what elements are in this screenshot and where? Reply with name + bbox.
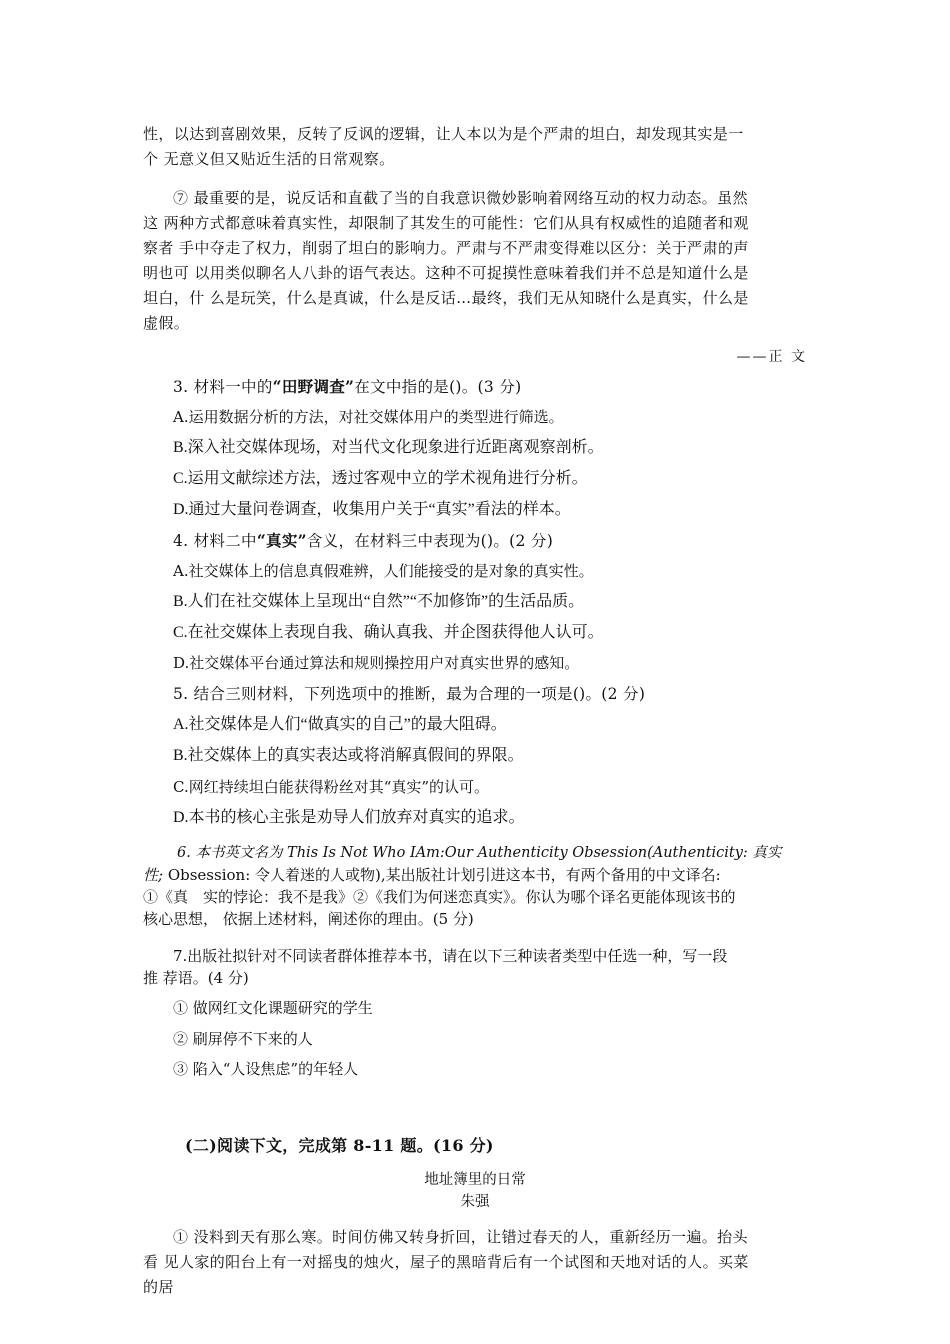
question-7-option-2: ② 刷屏停不下来的人 [173, 1030, 313, 1048]
question-4-keyword: “真实” [256, 531, 307, 550]
text-line: 这 两种方式都意味着真实性，却限制了其发生的可能性：它们从具有权威性的追随者和观 [143, 214, 749, 232]
question-3-stem [173, 376, 521, 398]
question-5-stem: 5. 结合三则材料，下列选项中的推断，最为合理的一项是()。(2 分) [173, 685, 646, 703]
text-line: 坦白，什 么是玩笑，什么是真诚，什么是反话…最终，我们无从知晓什么是真实，什么是 [143, 289, 749, 307]
question-3-option-d: D.通过大量问卷调查，收集用户关于“真实”看法的样本。 [173, 501, 571, 518]
text-line: 虚假。 [143, 314, 190, 332]
question-7-option-1: ① 做网红文化课题研究的学生 [173, 999, 373, 1017]
question-6-line: 6. 本书英文名为 This Is Not Who IAm:Our Authenticity Obsession(Authenticity: 真实 [177, 845, 782, 861]
text-line: ① 没料到天有那么寒。时间仿佛又转身折回，让错过春天的人，重新经历一遍。抬头 [173, 1228, 748, 1246]
question-7-line: 推 荐语。(4 分) [143, 969, 249, 987]
question-4-post: 含义，在材料三中表现为()。(2 分) [306, 532, 554, 550]
paragraph-7 [143, 186, 811, 336]
source-attribution: ——正 文 [736, 349, 807, 365]
question-4-pre: 4. 材料二中 [173, 532, 257, 550]
question-6-line: 核心思想， 依据上述材料，阐述你的理由。(5 分) [143, 910, 474, 928]
text-line: ⑦ 最重要的是，说反话和直截了当的自我意识微妙影响着网络互动的权力动态。虽然 [173, 189, 748, 207]
question-7 [143, 945, 811, 989]
text-line: 看 见人家的阳台上有一对摇曳的烛火，屋子的黑暗背后有一个试图和天地对话的人。买菜 [143, 1253, 749, 1271]
question-3-option-c: C.运用文献综述方法，透过客观中立的学术视角进行分析。 [173, 470, 588, 487]
question-3-option-b: B.深入社交媒体现场，对当代文化现象进行近距离观察剖析。 [173, 439, 604, 456]
question-4-option-d: D.社交媒体平台通过算法和规则操控用户对真实世界的感知。 [173, 654, 580, 672]
section-2-heading: (二)阅读下文，完成第 8-11 题。(16 分) [185, 1136, 494, 1155]
question-6-rest: Obsession: 令人着迷的人或物),某出版社计划引进这本书，有两个备用的中文译名: [163, 866, 721, 884]
question-6-italic: 性; [143, 866, 164, 884]
question-4-option-c: C.在社交媒体上表现自我、确认真我、并企图获得他人认可。 [173, 624, 604, 641]
question-4-stem [173, 530, 553, 552]
question-5-option-c: C.网红持续坦白能获得粉丝对其“真实”的认可。 [173, 778, 490, 796]
question-3-keyword: “田野调查” [272, 377, 355, 396]
question-7-line: 7.出版社拟针对不同读者群体推荐本书，请在以下三种读者类型中任选一种，写一段 [173, 947, 728, 965]
text-line: 明也可 以用类似聊名人八卦的语气表达。这种不可捉摸性意味着我们并不总是知道什么是 [143, 264, 749, 282]
text-line: 性，以达到喜剧效果，反转了反讽的逻辑，让人本以为是个严肃的坦白，却发现其实是一 [143, 125, 744, 143]
question-4-option-a: A.社交媒体上的信息真假难辨，人们能接受的是对象的真实性。 [173, 562, 594, 580]
question-3-post: 在文中指的是()。(3 分) [354, 378, 522, 396]
question-5-option-b: B.社交媒体上的真实表达或将消解真假间的界限。 [173, 747, 524, 764]
question-3-option-a: A.运用数据分析的方法，对社交媒体用户的类型进行筛选。 [173, 408, 564, 426]
article-title: 地址簿里的日常 [424, 1172, 526, 1188]
question-5-option-d: D.本书的核心主张是劝导人们放弃对真实的追求。 [173, 809, 525, 826]
question-7-option-3: ③ 陷入“人设焦虑”的年轻人 [173, 1060, 359, 1078]
text-line: 个 无意义但又贴近生活的日常观察。 [143, 150, 395, 168]
question-5-option-a: A.社交媒体是人们“做真实的自己”的最大阻碍。 [173, 716, 507, 733]
question-4-option-b: B.人们在社交媒体上呈现出“自然”“不加修饰”的生活品质。 [173, 593, 585, 610]
article-paragraph-1 [143, 1225, 811, 1300]
text-line: 的居 [143, 1278, 174, 1296]
question-6 [143, 842, 811, 930]
question-3-pre: 3. 材料一中的 [173, 378, 273, 396]
question-6-line: ①《真 实的悖论：我不是我》②《我们为何迷恋真实》。你认为哪个译名更能体现该书的 [143, 888, 736, 906]
text-line: 察者 手中夺走了权力，削弱了坦白的影响力。严肃与不严肃变得难以区分：关于严肃的声 [143, 239, 749, 257]
question-6-line [143, 864, 811, 886]
article-author: 朱强 [460, 1194, 490, 1210]
paragraph-top [143, 122, 811, 172]
